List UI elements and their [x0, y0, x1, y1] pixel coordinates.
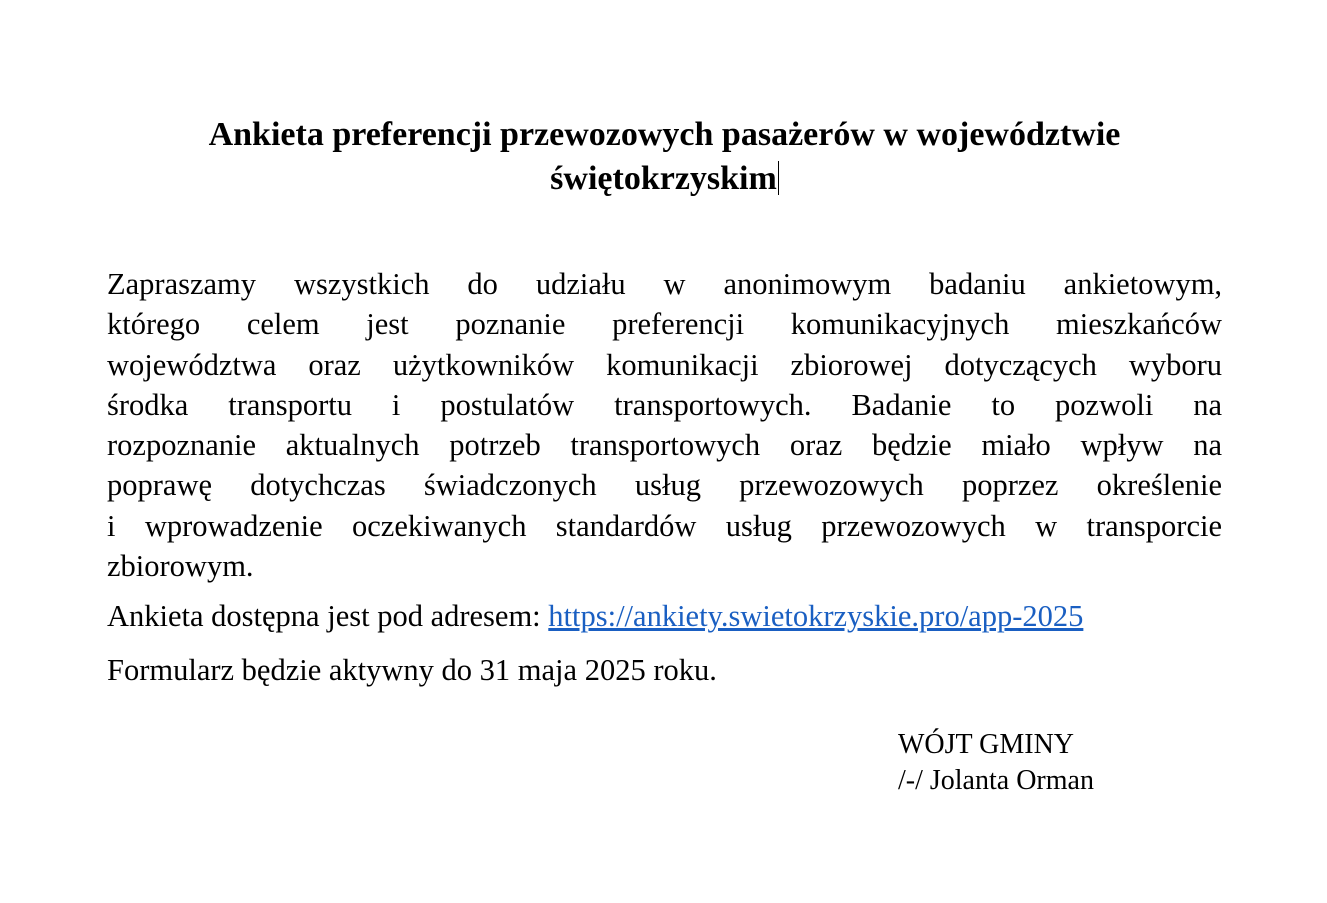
paragraph-line: rozpoznanie aktualnych potrzeb transportowych oraz będzie miało wpływ na: [107, 428, 1223, 463]
survey-link[interactable]: https://ankiety.swietokrzyskie.pro/app-2025: [548, 599, 1084, 633]
paragraph-line: zbiorowym.: [107, 549, 254, 584]
paragraph-line: którego celem jest poznanie preferencji komunikacyjnych mieszkańców: [107, 307, 1222, 342]
title-line-1: Ankieta preferencji przewozowych pasażerów w województwie: [208, 116, 1121, 153]
paragraph-line: Zapraszamy wszystkich do udziału w anonimowym badaniu ankietowym,: [107, 267, 1223, 301]
paragraph-line: środka transportu i postulatów transportowych. Badanie to pozwoli na: [107, 387, 1223, 422]
survey-address-label: Ankieta dostępna jest pod adresem:: [107, 599, 549, 633]
paragraph-line: i wprowadzenie oczekiwanych standardów usług przewozowych w transporcie: [107, 508, 1223, 543]
title-line-2: [107, 157, 1222, 201]
invitation-paragraph: [107, 264, 1222, 586]
signature-role: WÓJT GMINY: [898, 729, 1075, 760]
signature-block: [898, 727, 1094, 799]
deadline-paragraph: Formularz będzie aktywny do 31 maja 2025 roku.: [107, 653, 717, 687]
title-line-2-text: świętokrzyskim: [550, 160, 777, 197]
text-cursor: [778, 161, 779, 195]
survey-address-paragraph: [107, 596, 1222, 636]
signature-name: /-/ Jolanta Orman: [898, 765, 1094, 796]
document-title: [107, 113, 1222, 201]
paragraph-line: poprawę dotychczas świadczonych usług przewozowych poprzez określenie: [107, 468, 1222, 503]
paragraph-line: województwa oraz użytkowników komunikacji zbiorowej dotyczących wyboru: [107, 347, 1223, 382]
